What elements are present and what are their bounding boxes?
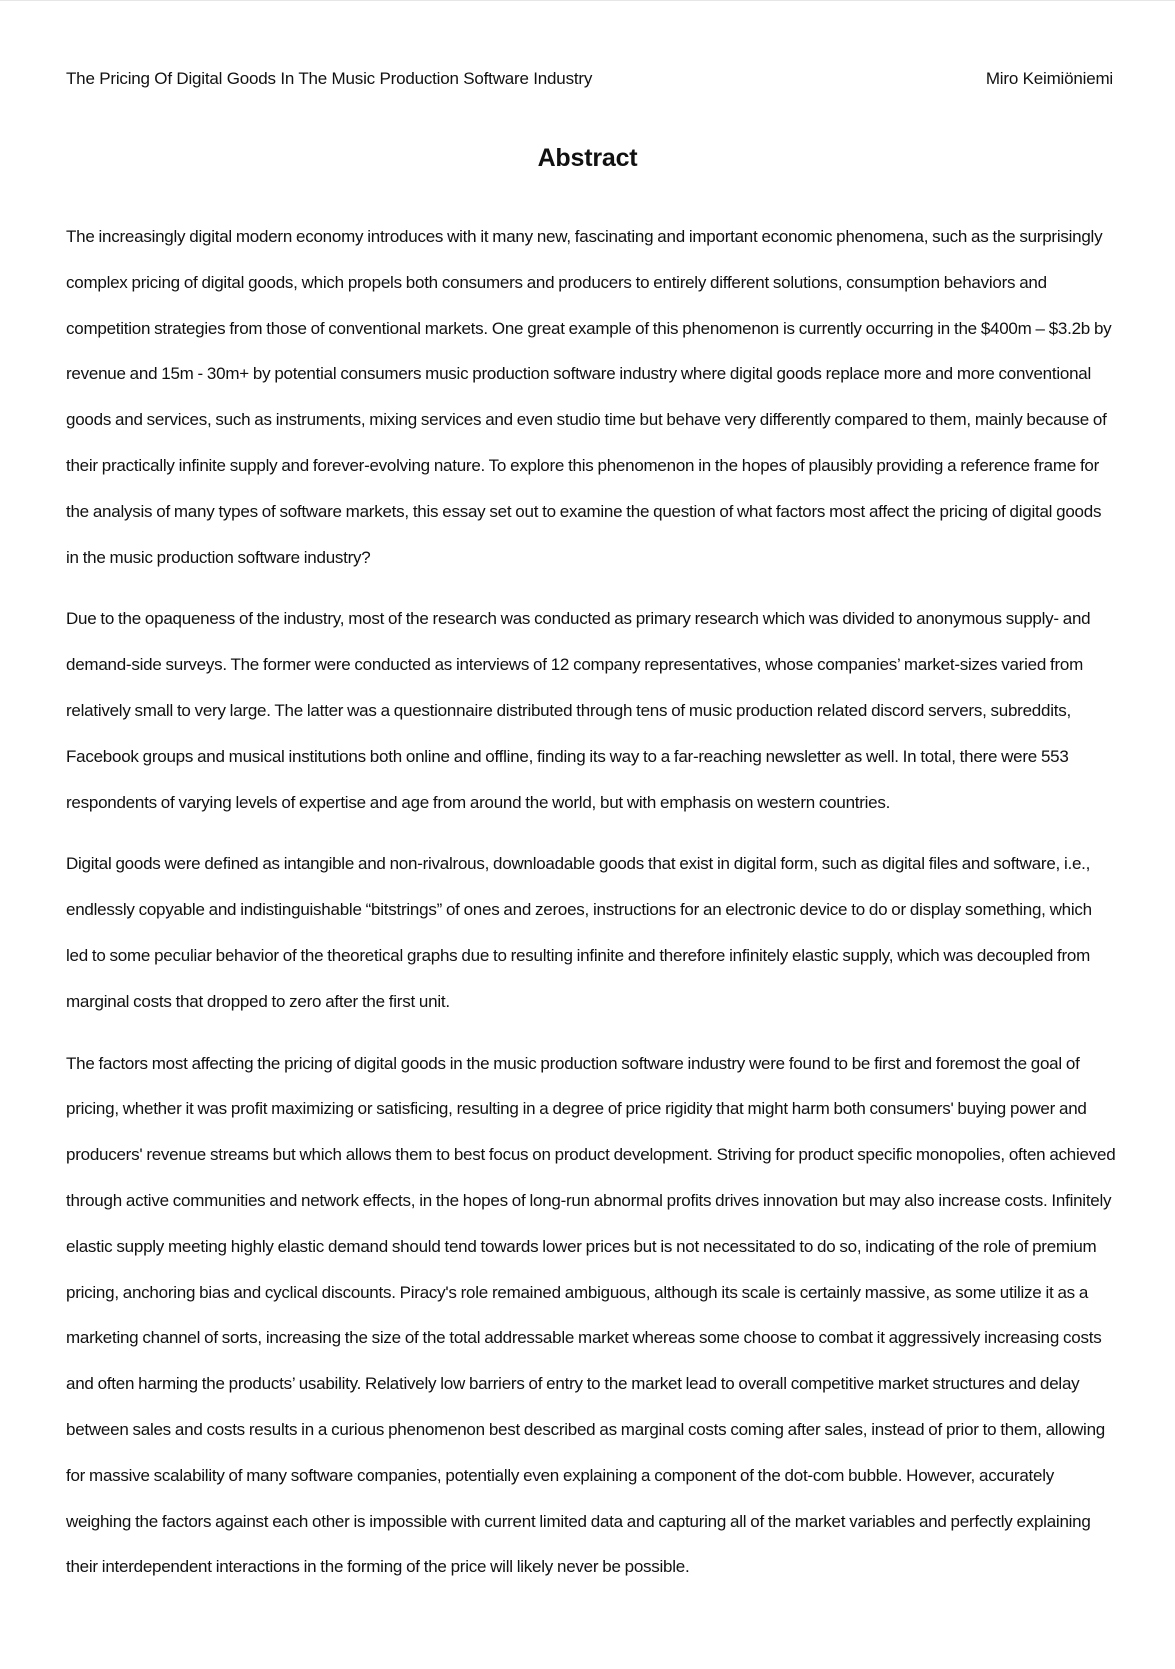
- abstract-paragraph-1: The increasingly digital modern economy introduces with it many new, fascinating and important economic phenomena, such as the surprisingly complex pricing of digital goods, which propels both consumers and producers to entirely different solutions, consumption behaviors and competition strategies from those of conventional markets. One great example of this phenomenon is currently occurring in the $400m – $3.2b by revenue and 15m - 30m+ by potential consumers music production software industry where digital goods replace more and more conventional goods and services, such as instruments, mixing services and even studio time but behave very differently compared to them, mainly because of their practically infinite supply and forever-evolving nature. To explore this phenomenon in the hopes of plausibly providing a reference frame for the analysis of many types of software markets, this essay set out to examine the question of what factors most affect the pricing of digital goods in the music production software industry?: [66, 227, 1112, 567]
- document-title: The Pricing Of Digital Goods In The Music Production Software Industry: [66, 69, 593, 88]
- abstract-heading: Abstract: [537, 144, 638, 172]
- abstract-body: [66, 214, 1116, 1606]
- running-header: [66, 67, 1113, 91]
- abstract-paragraph-2: Due to the opaqueness of the industry, most of the research was conducted as primary research which was divided to anonymous supply- and demand-side surveys. The former were conducted as interviews of 12 company representatives, whose companies’ market-sizes varied from relatively small to very large. The latter was a questionnaire distributed through tens of music production related discord servers, subreddits, Facebook groups and musical institutions both online and offline, finding its way to a far-reaching newsletter as well. In total, there were 553 respondents of varying levels of expertise and age from around the world, but with emphasis on western countries.: [66, 609, 1091, 812]
- author-name: Miro Keimiöniemi: [985, 69, 1113, 88]
- abstract-paragraph-4: The factors most affecting the pricing of digital goods in the music production software industry were found to be first and foremost the goal of pricing, whether it was profit maximizing or satisficing, resulting in a degree of price rigidity that might harm both consumers' buying power and producers' revenue streams but which allows them to best focus on product development. Striving for product specific monopolies, often achieved through active communities and network effects, in the hopes of long-run abnormal profits drives innovation but may also increase costs. Infinitely elastic supply meeting highly elastic demand should tend towards lower prices but is not necessitated to do so, indicating of the role of premium pricing, anchoring bias and cyclical discounts. Piracy's role remained ambiguous, although its scale is certainly massive, as some utilize it as a marketing channel of sorts, increasing the size of the total addressable market whereas some choose to combat it aggressively increasing costs and often harming the products’ usability. Relatively low barriers of entry to the market lead to overall competitive market structures and delay between sales and costs results in a curious phenomenon best described as marginal costs coming after sales, instead of prior to them, allowing for massive scalability of many software companies, potentially even explaining a component of the dot-com bubble. However, accurately weighing the factors against each other is impossible with current limited data and capturing all of the market variables and perfectly explaining their interdependent interactions in the forming of the price will likely never be possible.: [66, 1053, 1116, 1577]
- abstract-paragraph-3: Digital goods were defined as intangible and non-rivalrous, downloadable goods that exist in digital form, such as digital files and software, i.e., endlessly copyable and indistinguishable “bitstrings” of ones and zeroes, instructions for an electronic device to do or display something, which led to some peculiar behavior of the theoretical graphs due to resulting infinite and therefore infinitely elastic supply, which was decoupled from marginal costs that dropped to zero after the first unit.: [66, 854, 1092, 1011]
